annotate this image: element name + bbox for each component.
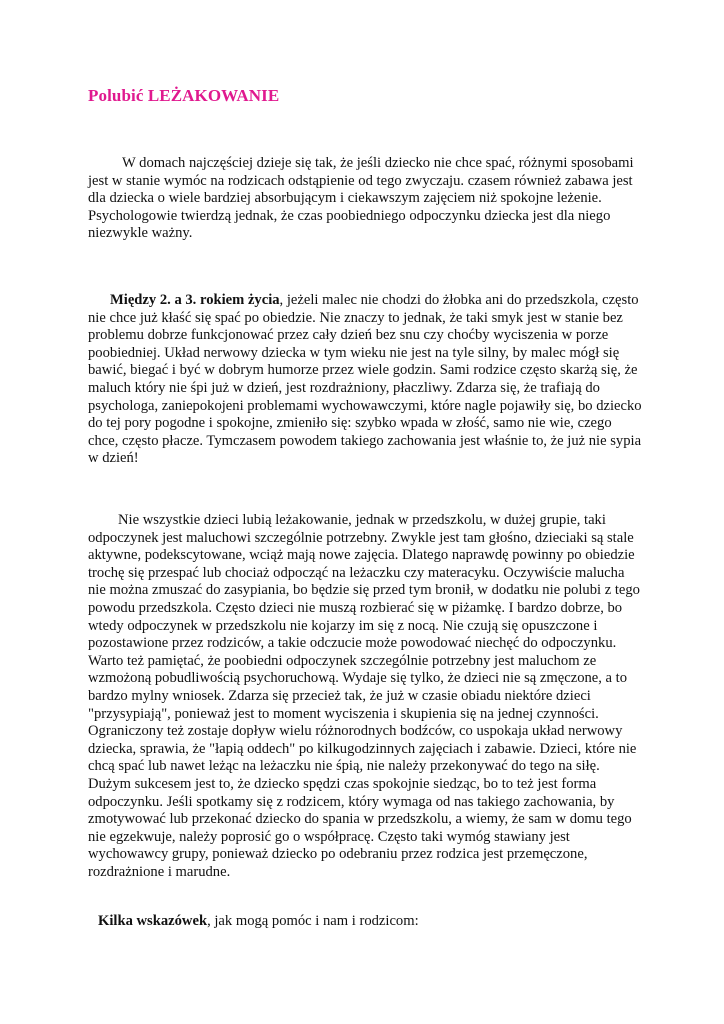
- paragraph-age-2-3: [88, 292, 644, 468]
- paragraph-tips-lead: Kilka wskazówek: [98, 913, 208, 929]
- paragraph-age-2-3-lead: Między 2. a 3. rokiem życia: [110, 292, 280, 308]
- paragraph-age-2-3-body: , jeżeli malec nie chodzi do żłobka ani do przedszkola, często nie chce już kłaść się spać po obiedzie. Nie znaczy to jednak, że taki smyk jest w stanie bez problemu dobrze funkcjonować przez cały dzień bez snu czy choćby wyciszenia w porze poobiedniej. Układ nerwowy dziecka w tym wieku nie jest na tyle silny, by malec mógł się bawić, biegać i być w dobrym humorze przez wiele godzin. Sami rodzice często skarżą się, że maluch który nie śpi już w dzień, jest rozdrażniony, płaczliwy. Zdarza się, że trafiają do psychologa, zaniepokojeni problemami wychowawczymi, które nagle pojawiły się, bo dziecko do tej pory pogodne i spokojne, zmieniło się: szybko wpada w złość, samo nie wie, czego chce, często płacze. Tymczasem powodem takiego zachowania jest właśnie to, że już nie sypia w dzień!: [88, 292, 642, 467]
- paragraph-tips: [88, 913, 644, 931]
- paragraph-intro: W domach najczęściej dzieje się tak, że jeśli dziecko nie chce spać, różnymi sposobami jest w stanie wymóc na rodzicach odstąpienie od tego zwyczaju. czasem również zabawa jest dla dziecka o wiele bardziej absorbującym i ciekawszym zajęciem niż spokojne leżenie. Psychologowie twierdzą jednak, że czas poobiedniego odpoczynku dziecka jest dla niego niezwykle ważny.: [88, 155, 634, 242]
- paragraph-tips-body: , jak mogą pomóc i nam i rodzicom:: [207, 913, 419, 929]
- document-title: Polubić LEŻAKOWANIE: [88, 86, 280, 105]
- paragraph-preschool: Nie wszystkie dzieci lubią leżakowanie, jednak w przedszkolu, w dużej grupie, taki odpoczynek jest maluchowi szczególnie potrzebny. Zwykle jest tam głośno, dzieciaki są stale aktywne, podekscytowane, wciąż mają nowe zajęcia. Dlatego naprawdę powinny po obiedzie trochę się przespać lub chociaż odpocząć na leżaczku czy materacyku. Oczywiście malucha nie można zmuszać do zasypiania, bo będzie się przed tym bronił, w dodatku nie polubi z tego powodu przedszkola. Często dzieci nie muszą rozbierać się w piżamkę. I bardzo dobrze, bo wtedy odpoczynek w przedszkolu nie kojarzy im się z nocą. Nie czują się opuszczone i pozostawione przez rodziców, a takie odczucie może powodować niechęć do odpoczynku. Warto też pamiętać, że poobiedni odpoczynek szczególnie potrzebny jest maluchom ze wzmożoną pobudliwością psychoruchową. Wydaje się tylko, że dzieci nie są zmęczone, a to bardzo mylny wniosek. Zdarza się przecież tak, że już w czasie obiadu niektóre dzieci "przysypiają", ponieważ jest to moment wyciszenia i skupienia się na jednej czynności. Ograniczony też zostaje dopływ wielu różnorodnych bodźców, co uspokaja układ nerwowy dziecka, sprawia, że "łapią oddech" po kilkugodzinnych zajęciach i zabawie. Dzieci, które nie chcą spać lub nawet leżąc na leżaczku nie śpią, nie należy przekonywać do tego na siłę. Dużym sukcesem jest to, że dziecko spędzi czas spokojnie siedząc, bo to też jest forma odpoczynku. Jeśli spotkamy się z rodzicem, który wymaga od nas takiego zachowania, by zmotywować lub przekonać dziecko do spania w przedszkolu, a wiemy, że sam w domu tego nie egzekwuje, należy poprosić go o współpracę. Często taki wymóg stawiany jest wychowawcy grupy, ponieważ dziecko po odebraniu przez rodzica jest przemęczone, rozdrażnione i marudne.: [88, 512, 640, 880]
